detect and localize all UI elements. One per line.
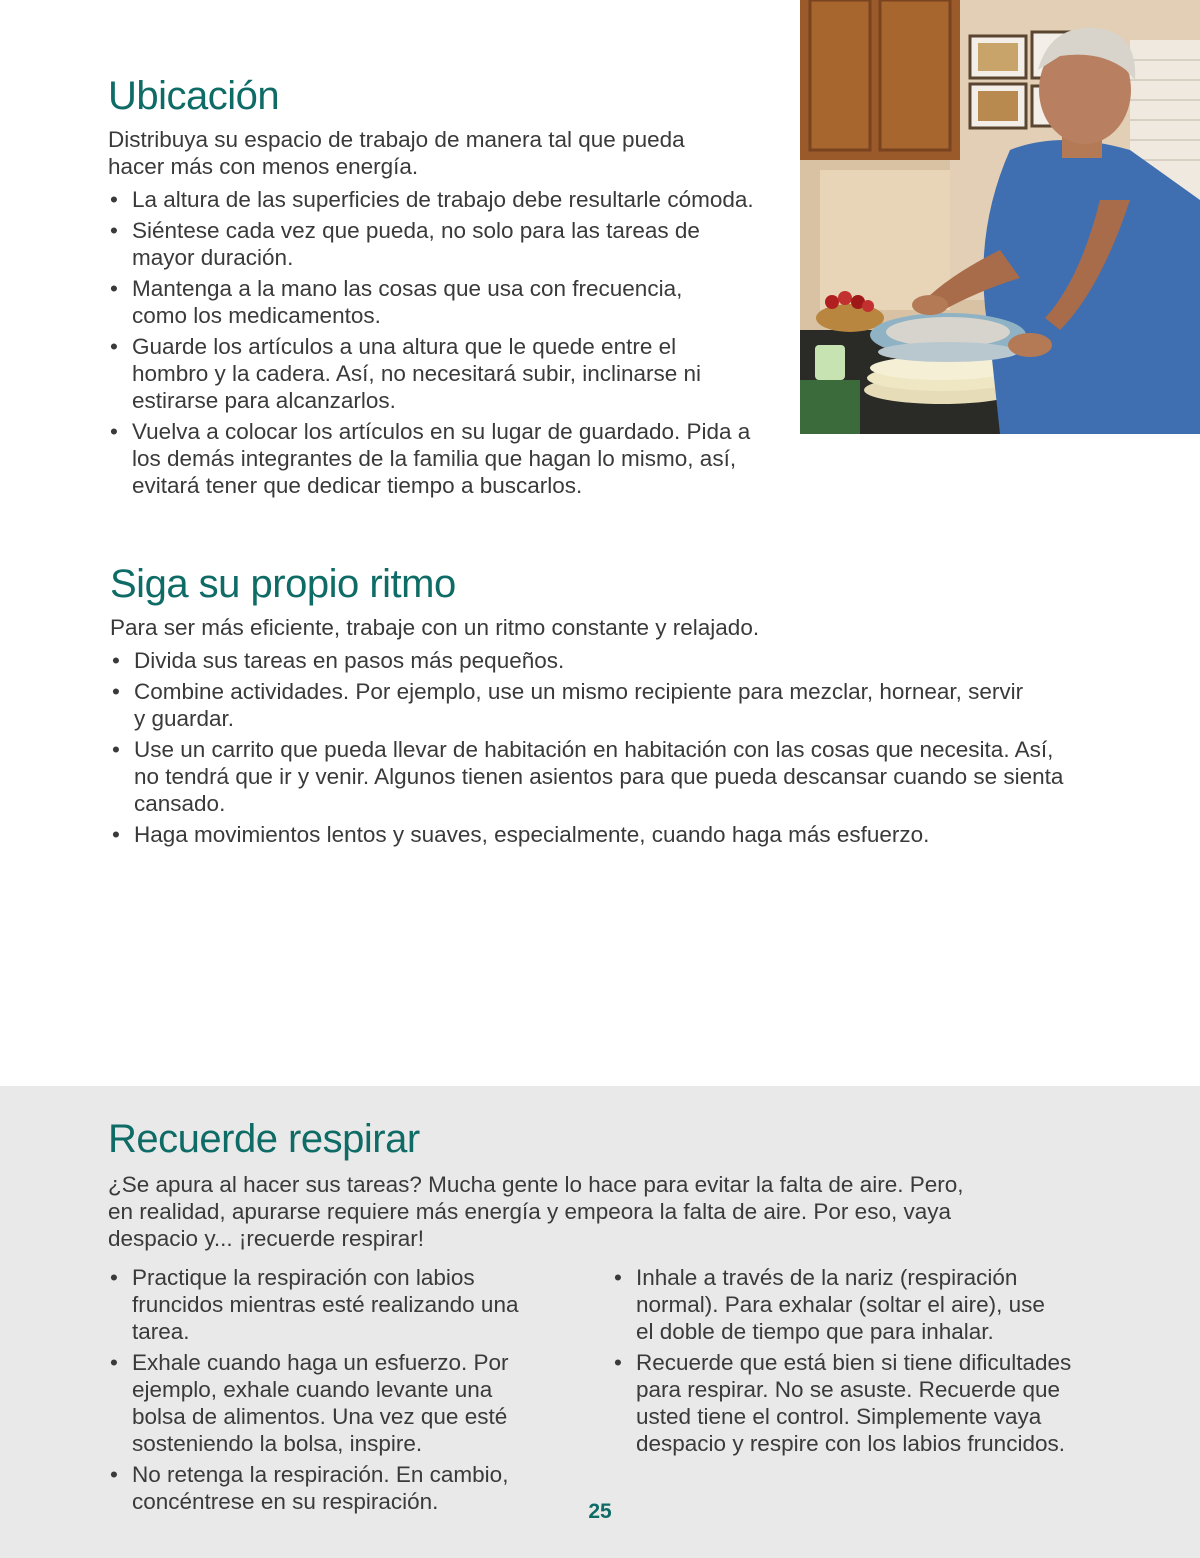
list-respirar-right [612,1264,1072,1519]
list-item: • Exhale cuando haga un esfuerzo. Por ejemplo, exhale cuando levante una bolsa de alimentos. Una vez que esté sosteniendo la bolsa, inspire. [108,1349,532,1457]
list-item: • Practique la respiración con labios fruncidos mientras esté realizando una tarea. [108,1264,562,1345]
list-item: • Combine actividades. Por ejemplo, use un mismo recipiente para mezclar, hornear, servir y guardar. [110,678,1034,732]
list-ubicacion [108,186,798,499]
list-item: • Guarde los artículos a una altura que le quede entre el hombro y la cadera. Así, no necesitará subir, inclinarse ni estirarse para alcanzarlos. [108,333,732,414]
list-item: • Use un carrito que pueda llevar de habitación en habitación con las cosas que necesita. Así, no tendrá que ir y venir. Algunos tienen asientos para que pueda descansar cuando se sienta cansado. [110,736,1084,817]
list-item: • Siéntese cada vez que pueda, no solo para las tareas de mayor duración. [108,217,732,271]
heading-ritmo: Siga su propio ritmo [110,562,456,606]
list-item: • La altura de las superficies de trabajo debe resultarle cómoda. [108,186,798,213]
list-item: • Mantenga a la mano las cosas que usa con frecuencia, como los medicamentos. [108,275,717,329]
intro-ubicacion: Distribuya su espacio de trabajo de manera tal que pueda hacer más con menos energía. [108,127,685,179]
kitchen-photo [800,0,1200,434]
heading-ubicacion: Ubicación [108,74,280,118]
list-item: • Recuerde que está bien si tiene dificultades para respirar. No se asuste. Recuerde que usted tiene el control. Simplemente vaya despacio y respire con los labios fruncidos. [612,1349,1076,1457]
list-item: • No retenga la respiración. En cambio, concéntrese en su respiración. [108,1461,552,1515]
intro-respirar: ¿Se apura al hacer sus tareas? Mucha gente lo hace para evitar la falta de aire. Pero, en realidad, apurarse requiere más energía y empeora la falta de aire. Por eso, vaya despacio y... ¡recuerde respirar! [108,1172,964,1251]
intro-ritmo: Para ser más eficiente, trabaje con un ritmo constante y relajado. [110,615,760,640]
list-item: • Divida sus tareas en pasos más pequeños. [110,647,1090,674]
section-ritmo [110,562,1090,852]
bullet-columns [108,1264,1098,1519]
list-item: • Vuelva a colocar los artículos en su lugar de guardado. Pida a los demás integrantes de la familia que hagan lo mismo, así, evitará tener que dedicar tiempo a buscarlos. [108,418,752,499]
section-ubicacion [108,74,798,503]
list-respirar-left [108,1264,578,1519]
heading-respirar: Recuerde respirar [108,1117,420,1161]
list-item: • Haga movimientos lentos y suaves, especialmente, cuando haga más esfuerzo. [110,821,1090,848]
list-ritmo [110,647,1090,848]
page-number: 25 [588,1500,612,1523]
section-respirar [108,1117,1098,1519]
list-item: • Inhale a través de la nariz (respiración normal). Para exhalar (soltar el aire), use el doble de tiempo que para inhalar. [612,1264,1066,1345]
